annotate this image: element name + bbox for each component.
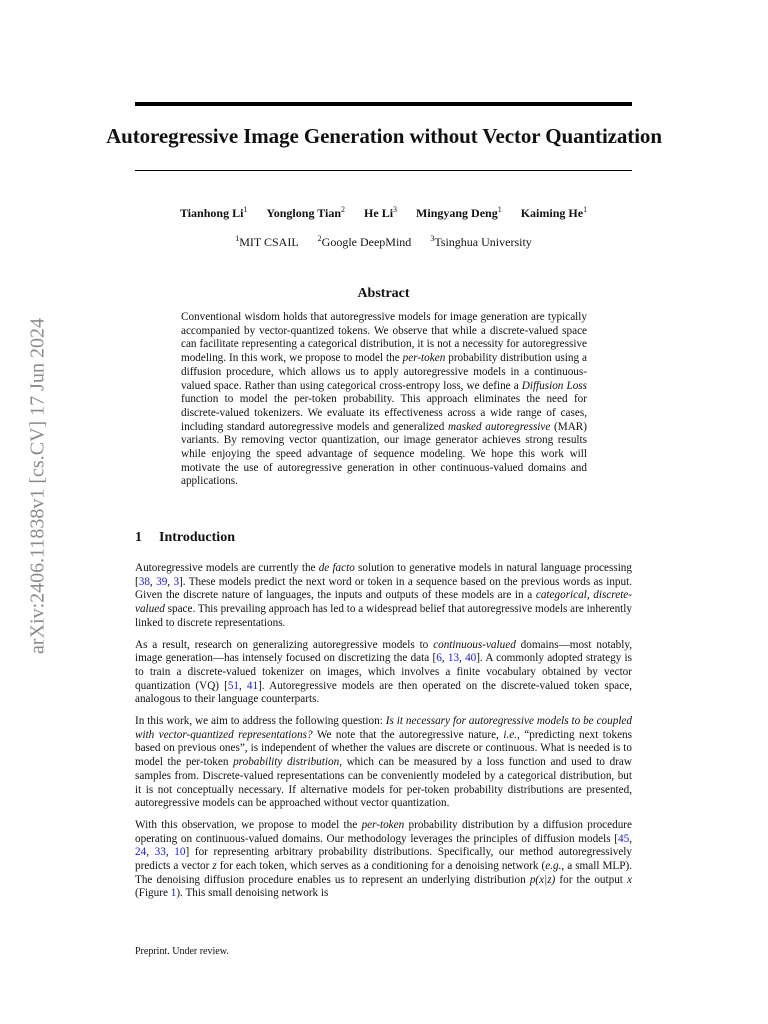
text-run: solution to generative models in natural language processing [ bbox=[135, 562, 632, 588]
text-run: ] for representing arbitrary probability distributions. Specifically, our method autoregressively predicts a vector bbox=[135, 846, 633, 873]
emphasis: masked autoregressive bbox=[448, 420, 551, 433]
text-run: for each token, which serves as a conditioning for a denoising network ( bbox=[216, 860, 546, 873]
section-heading-introduction bbox=[135, 530, 632, 546]
text-run: Autoregressive models are currently the bbox=[135, 562, 319, 574]
emphasis: per-token bbox=[361, 818, 405, 831]
text-run: probability distribution using a diffusion procedure, which allows us to apply autoregressive models in a continuous-valued space. Rather than using categorical cross-entropy loss, we define a bbox=[181, 352, 587, 392]
citation-link[interactable]: 38 bbox=[138, 575, 150, 588]
emphasis: probability distribution bbox=[233, 756, 340, 769]
citation-link[interactable]: 13 bbox=[447, 652, 460, 665]
abstract-text bbox=[181, 311, 587, 489]
affiliation-list bbox=[135, 235, 632, 250]
text-run: domains—most notably, image generation—has intensely focused on discretizing the data [ bbox=[135, 638, 632, 665]
text-run: ). This small denoising network is bbox=[176, 887, 329, 900]
emphasis: Is it necessary for autoregressive models to be coupled with vector-quantized representations? bbox=[135, 715, 632, 741]
citation-link[interactable]: 45 bbox=[618, 832, 630, 845]
text-run: , bbox=[165, 846, 175, 859]
text-run: (Figure bbox=[135, 887, 171, 900]
emphasis: e.g. bbox=[545, 860, 562, 873]
paragraph bbox=[135, 639, 632, 708]
math-symbol: x bbox=[627, 873, 632, 886]
text-run: , “predicting next tokens based on previous ones”, is independent of whether the values are discrete or continuous. What is needed is to model the per-token bbox=[135, 728, 632, 769]
author-list bbox=[135, 206, 632, 221]
introduction-body bbox=[135, 562, 632, 909]
emphasis: Diffusion Loss bbox=[521, 379, 587, 392]
text-run: With this observation, we propose to model the bbox=[135, 818, 362, 831]
author: Mingyang Deng$^1$ bbox=[416, 205, 502, 220]
text-run: , bbox=[239, 679, 247, 692]
text-run: , a small MLP). The denoising diffusion procedure enables us to represent an underlying distribution bbox=[135, 860, 632, 886]
affiliation: $^1$MIT CSAIL bbox=[235, 234, 299, 249]
text-run: , bbox=[441, 652, 448, 665]
section-number: 1 bbox=[135, 530, 142, 545]
citation-link[interactable]: 51 bbox=[227, 679, 239, 692]
text-run: , bbox=[146, 846, 155, 859]
text-run: In this work, we aim to address the following question: bbox=[135, 715, 386, 728]
text-run: , bbox=[629, 832, 632, 845]
citation-link[interactable]: 33 bbox=[154, 846, 166, 859]
paragraph bbox=[135, 819, 632, 901]
author: Kaiming He$^1$ bbox=[520, 205, 588, 220]
section-title: Introduction bbox=[159, 530, 235, 545]
paper-title: Autoregressive Image Generation without Vector Quantization bbox=[106, 124, 662, 148]
title-top-rule bbox=[135, 102, 632, 106]
text-run: We note that the autoregressive nature, bbox=[312, 728, 504, 741]
author: Tianhong Li$^1$ bbox=[179, 205, 248, 220]
citation-link[interactable]: 1 bbox=[170, 887, 177, 900]
emphasis: continuous-valued bbox=[433, 638, 516, 651]
text-run: ]. Autoregressive models are then operated on the discrete-valued token space, analogous to their language counterparts. bbox=[135, 679, 633, 706]
emphasis: i.e. bbox=[503, 728, 517, 741]
author: He Li$^3$ bbox=[364, 205, 398, 220]
title-bottom-rule bbox=[135, 170, 632, 171]
text-run: , bbox=[167, 575, 174, 588]
author: Yonglong Tian$^2$ bbox=[266, 205, 346, 220]
affiliation: $^2$Google DeepMind bbox=[317, 234, 412, 249]
text-run: As a result, research on generalizing autoregressive models to bbox=[135, 638, 434, 651]
citation-link[interactable]: 41 bbox=[246, 679, 259, 692]
text-run: , which can be measured by a loss function and used to draw samples from. Discrete-valued representations can be conveniently modeled by a categorical distribution, but it is not conceptually necessary. If alternative models for per-token probability distributions are presented, autoregressive models can be approached without vector quantization. bbox=[135, 756, 632, 810]
text-run: probability distribution by a diffusion procedure operating on continuous-valued domains. Our methodology leverages the principles of diffusion models [ bbox=[135, 818, 632, 845]
citation-link[interactable]: 6 bbox=[436, 652, 442, 665]
text-run: Conventional wisdom holds that autoregressive models for image generation are typically accompanied by vector-quantized tokens. We observe that while a discrete-valued space can facilitate representing a categorical distribution, it is not a necessity for autoregressive modeling. In this work, we propose to model the bbox=[181, 311, 587, 365]
emphasis: categorical bbox=[535, 589, 587, 602]
text-run: space. This prevailing approach has led to a widespread belief that autoregressive models are inherently linked to discrete representations. bbox=[135, 603, 632, 629]
text-run: ]. These models predict the next word or token in a sequence based on the previous words as input. Given the discrete nature of languages, the inputs and outputs of these models are in a bbox=[135, 575, 633, 602]
math-symbol: p(x|z) bbox=[529, 873, 556, 886]
math-symbol: z bbox=[212, 860, 217, 873]
emphasis: per-token bbox=[402, 352, 446, 365]
text-run: (MAR) variants. By removing vector quantization, our image generator achieves strong results while enjoying the speed advantage of sequence modeling. We hope this work will motivate the use of autoregressive generation in other continuous-valued domains and applications. bbox=[181, 420, 587, 488]
citation-link[interactable]: 3 bbox=[173, 575, 180, 588]
citation-link[interactable]: 10 bbox=[174, 846, 186, 859]
affiliation: $^3$Tsinghua University bbox=[430, 234, 532, 249]
arxiv-identifier: arXiv:2406.11838v1 [cs.CV] 17 Jun 2024 bbox=[26, 318, 49, 654]
text-run: , bbox=[459, 652, 466, 665]
citation-link[interactable]: 39 bbox=[156, 575, 168, 588]
text-run: , bbox=[586, 589, 594, 602]
text-run: ]. A commonly adopted strategy is to train a discrete-valued tokenizer on images, which involves a finite vocabulary obtained by vector quantization (VQ) [ bbox=[135, 652, 632, 692]
citation-link[interactable]: 40 bbox=[465, 652, 477, 665]
emphasis: de facto bbox=[318, 562, 355, 574]
paragraph bbox=[135, 562, 632, 631]
abstract-heading: Abstract bbox=[357, 286, 410, 301]
emphasis: discrete-valued bbox=[135, 589, 632, 616]
citation-link[interactable]: 24 bbox=[135, 846, 147, 859]
preprint-footer: Preprint. Under review. bbox=[135, 946, 229, 957]
text-run: , bbox=[149, 575, 157, 588]
text-run: for the output bbox=[555, 873, 628, 886]
paragraph bbox=[135, 715, 632, 811]
text-run: function to model the per-token probability. This approach eliminates the need for discrete-valued tokenizers. We evaluate its effectiveness across a wide range of cases, including standard autoregressive models and generalized bbox=[181, 393, 587, 433]
